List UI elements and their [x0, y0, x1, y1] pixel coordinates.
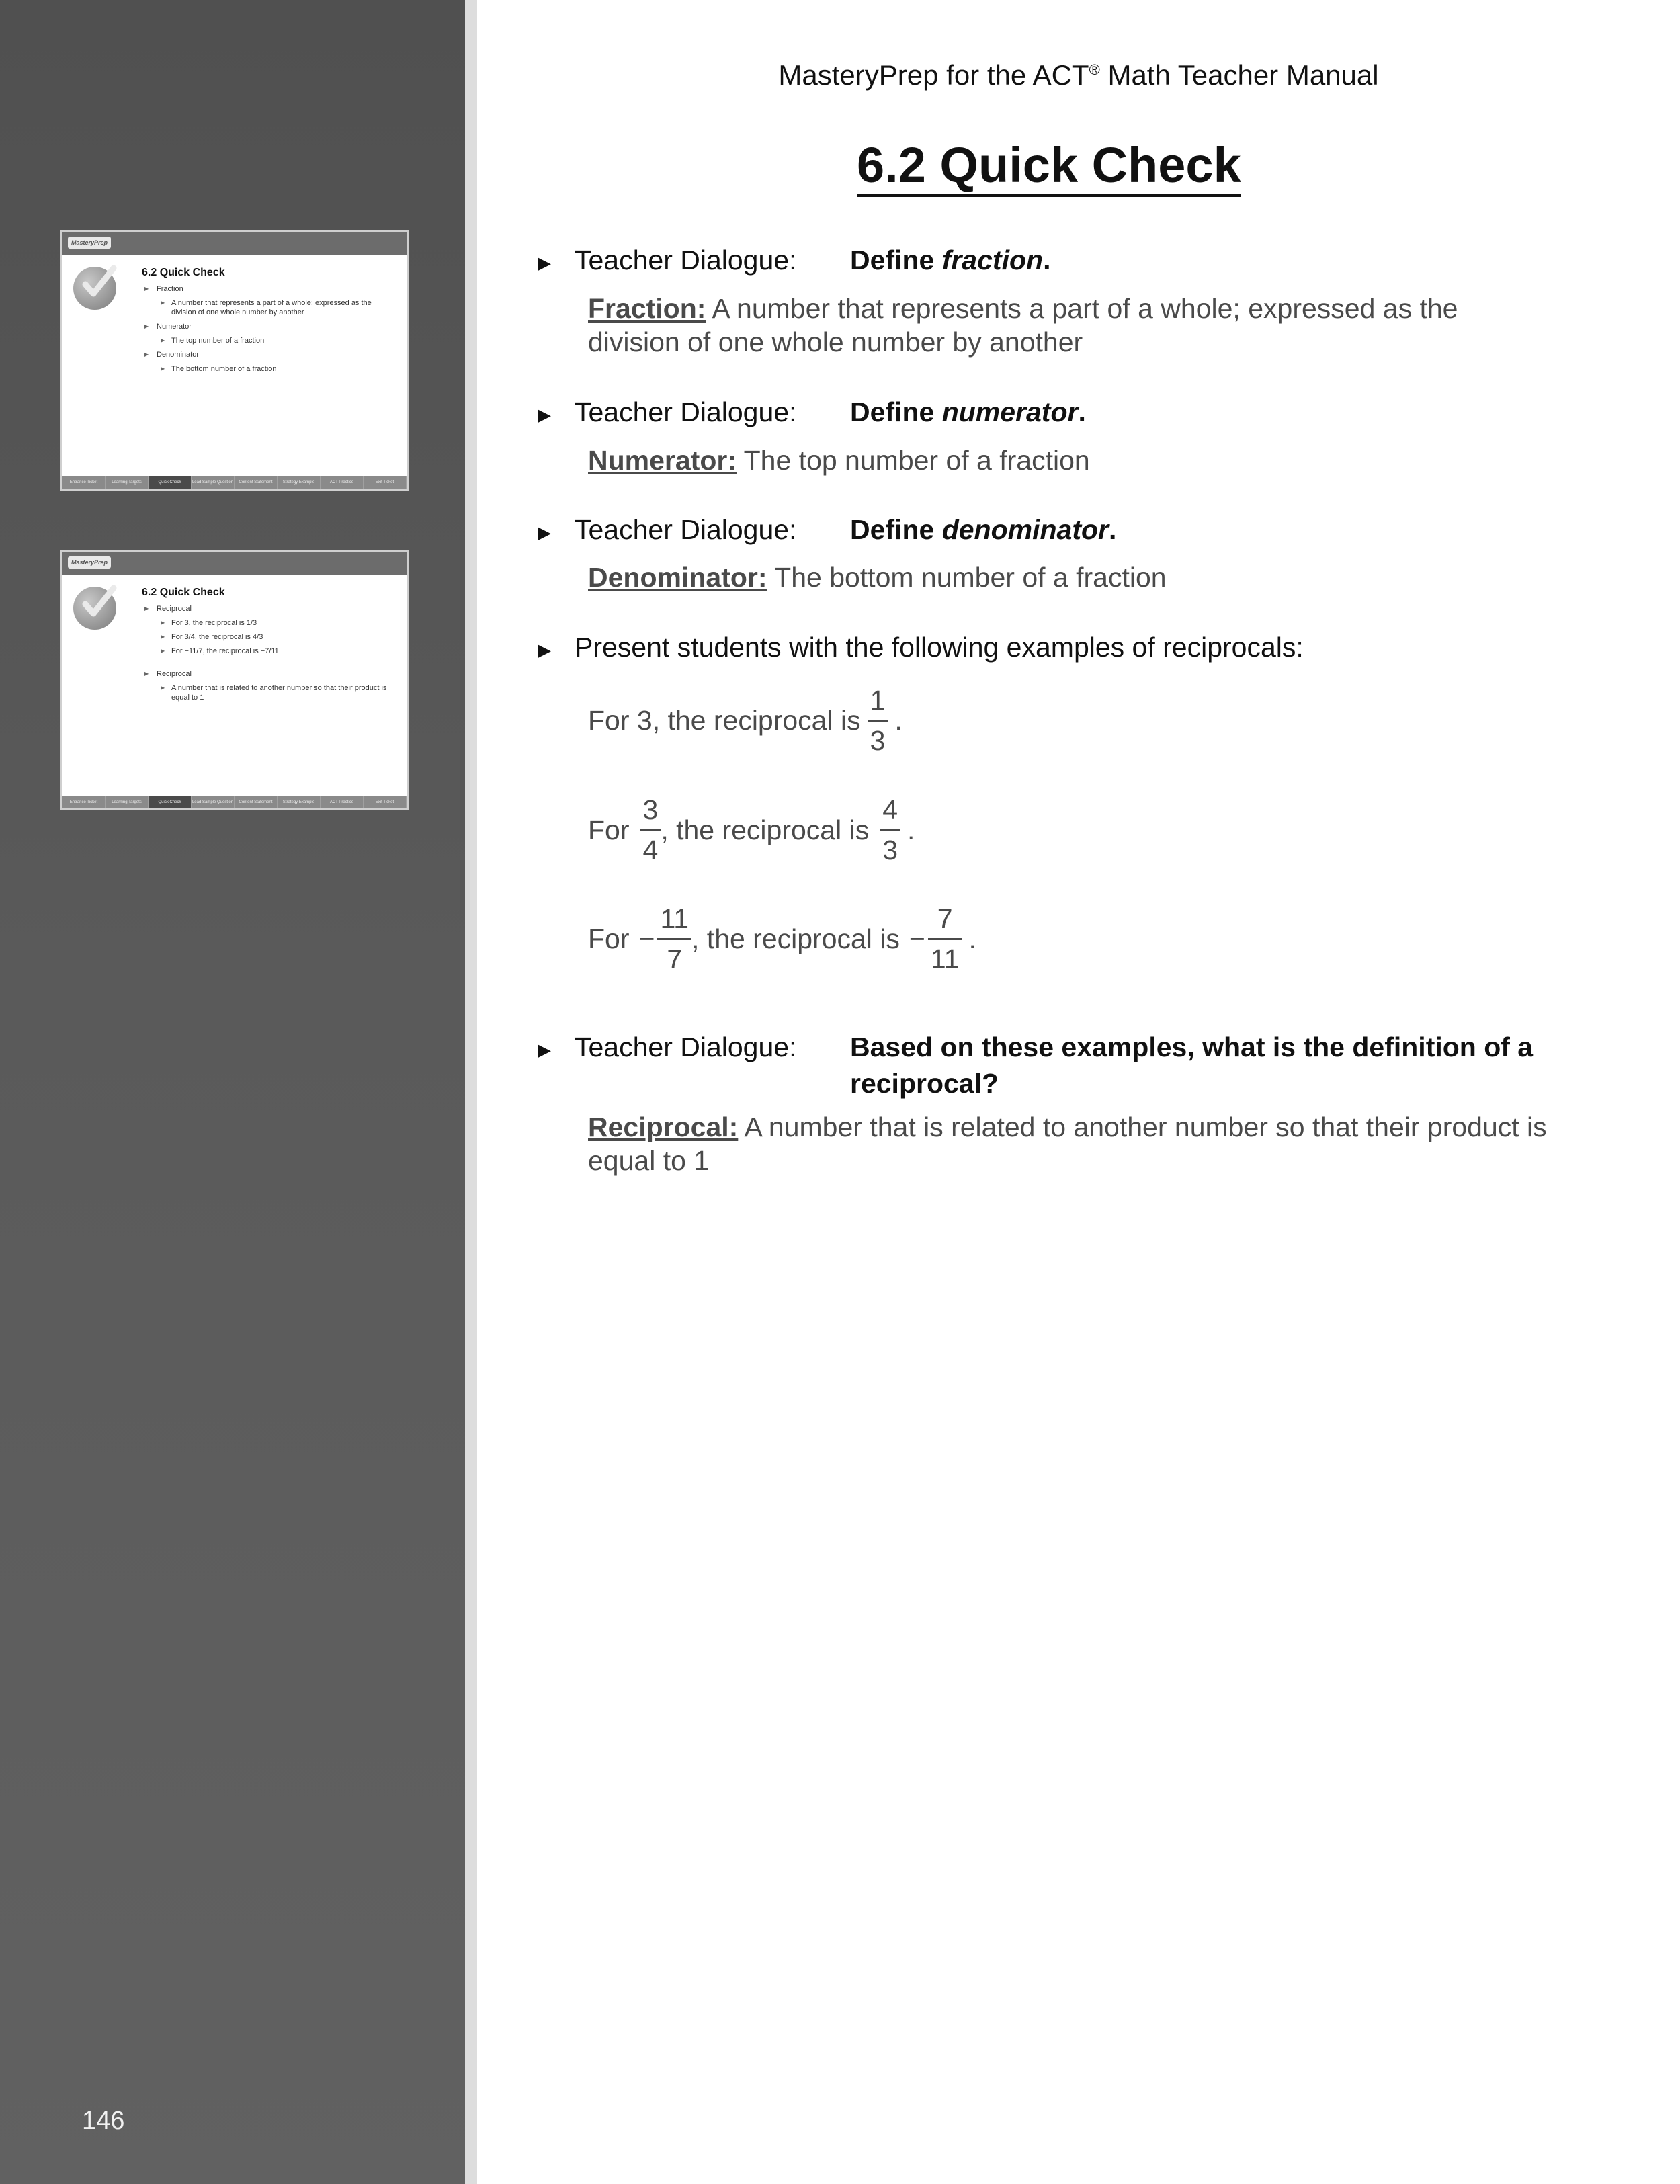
teacher-dialogue-label: Teacher Dialogue: — [575, 1032, 797, 1062]
example-prefix: For 3, the reciprocal is — [588, 704, 861, 736]
prompt-end: . — [1078, 396, 1086, 427]
definition-numerator — [588, 444, 1549, 477]
definition-term: Numerator: — [588, 445, 737, 476]
slide-nav-bar — [62, 796, 407, 808]
slide-logo: MasteryPrep — [68, 237, 111, 249]
prompt-term: numerator — [941, 396, 1079, 427]
teacher-dialogue-label: Teacher Dialogue: — [575, 245, 797, 276]
bullet-arrow-icon: ▶ — [538, 640, 551, 660]
slide-subbullet: ▶ For −11/7, the reciprocal is −7/11 — [142, 646, 390, 656]
teacher-dialogue-label: Teacher Dialogue: — [575, 396, 797, 427]
slide-title: 6.2 Quick Check — [142, 267, 225, 278]
slide-bullet: ▶ Numerator — [142, 322, 390, 331]
prompt-text: Define — [850, 245, 942, 276]
definition-reciprocal — [588, 1110, 1549, 1177]
fraction-bar — [657, 938, 691, 940]
slide-thumbnail-2 — [60, 550, 409, 810]
fraction-denominator: 11 — [930, 943, 960, 974]
slide-subbullet: ▶ The bottom number of a fraction — [142, 364, 390, 374]
teacher-dialogue-prompt — [850, 394, 1522, 430]
slide-subbullet: ▶ For 3/4, the reciprocal is 4/3 — [142, 632, 390, 642]
fraction-numerator: 4 — [882, 794, 898, 825]
slide-bullets — [142, 604, 390, 707]
slide-tab: Learning Targets — [106, 796, 149, 808]
minus-sign: − — [909, 923, 925, 954]
slide-tab: Lead Sample Question — [192, 796, 235, 808]
slide-logo: MasteryPrep — [68, 556, 111, 569]
minus-sign: − — [638, 923, 655, 954]
prompt-text: Define — [850, 514, 942, 545]
slide-header-bar — [62, 232, 407, 255]
header-text: MasteryPrep for the ACT — [778, 59, 1089, 91]
definition-term: Reciprocal: — [588, 1111, 739, 1142]
teacher-dialogue-prompt: Based on these examples, what is the definition of a reciprocal? — [850, 1032, 1534, 1099]
fraction-numerator: 7 — [937, 902, 953, 934]
fraction-numerator: 3 — [642, 794, 659, 825]
fraction-bar — [640, 829, 661, 831]
fraction-bar — [880, 829, 900, 831]
example-end: . — [894, 704, 902, 736]
header-text-end: Math Teacher Manual — [1099, 59, 1379, 91]
slide-tab: Strategy Example — [278, 796, 321, 808]
slide-tab: Learning Targets — [106, 476, 149, 489]
sidebar-divider — [465, 0, 477, 2184]
slide-tab: Entrance Ticket — [62, 476, 106, 489]
fraction-bar — [928, 938, 962, 940]
definition-text: A number that represents a part of a whole; expressed as the division of one whole number by another — [588, 293, 1458, 358]
fraction-numerator: 11 — [660, 902, 689, 934]
slide-tab: ACT Practice — [321, 476, 364, 489]
slide-subbullet: ▶ The top number of a fraction — [142, 336, 390, 345]
teacher-dialogue-prompt — [850, 511, 1522, 548]
slide-title: 6.2 Quick Check — [142, 587, 225, 598]
slide-tab: Lead Sample Question — [192, 476, 235, 489]
slide-subbullet: ▶ A number that represents a part of a whole; expressed as the division of one whole number by another — [142, 298, 390, 317]
slide-tab: Exit Ticket — [364, 476, 407, 489]
fraction-reciprocal — [880, 796, 900, 864]
fraction-denominator: 7 — [667, 943, 683, 974]
definition-text: A number that is related to another number so that their product is equal to 1 — [588, 1111, 1547, 1176]
reciprocal-example-2 — [588, 790, 915, 870]
slide-bullet: ▶ Fraction — [142, 284, 390, 294]
prompt-term: denominator — [941, 514, 1109, 545]
slide-tab: Content Statement — [235, 476, 278, 489]
slide-bullet: ▶ Denominator — [142, 350, 390, 360]
checkmark-icon — [73, 267, 116, 310]
slide-tab-active: Quick Check — [149, 796, 192, 808]
bullet-arrow-icon: ▶ — [538, 253, 551, 273]
fraction-numerator: 1 — [870, 684, 886, 716]
slide-tab: Strategy Example — [278, 476, 321, 489]
slide-bullet: ▶ Reciprocal — [142, 604, 390, 614]
definition-fraction — [588, 292, 1549, 359]
fraction-bar — [868, 720, 888, 722]
teacher-dialogue-prompt — [850, 242, 1522, 278]
bullet-arrow-icon: ▶ — [538, 522, 551, 542]
definition-denominator — [588, 560, 1549, 594]
slide-tab: ACT Practice — [321, 796, 364, 808]
slide-thumbnail-1 — [60, 230, 409, 491]
definition-text: The top number of a fraction — [736, 445, 1090, 476]
slide-subbullet: ▶ For 3, the reciprocal is 1/3 — [142, 618, 390, 628]
slide-tab: Entrance Ticket — [62, 796, 106, 808]
prompt-term: fraction — [941, 245, 1044, 276]
slide-subbullet: ▶ A number that is related to another number so that their product is equal to 1 — [142, 683, 390, 702]
example-middle: , the reciprocal is — [691, 923, 900, 954]
prompt-end: . — [1043, 245, 1051, 276]
slide-tab: Content Statement — [235, 796, 278, 808]
example-prefix: For — [588, 814, 630, 845]
slide-tab: Exit Ticket — [364, 796, 407, 808]
reciprocal-example-3 — [588, 898, 976, 979]
fraction-reciprocal — [868, 684, 888, 756]
slide-bullet: ▶ Reciprocal — [142, 669, 390, 679]
fraction-original — [640, 796, 661, 864]
running-header — [477, 59, 1680, 91]
definition-text: The bottom number of a fraction — [767, 562, 1167, 593]
page-number: 146 — [82, 2107, 125, 2135]
definition-term: Fraction: — [588, 293, 706, 324]
slide-bullets — [142, 284, 390, 378]
example-middle: , the reciprocal is — [661, 814, 870, 845]
bullet-arrow-icon: ▶ — [538, 1040, 551, 1060]
fraction-original — [657, 902, 691, 974]
reciprocal-example-1 — [588, 680, 902, 761]
example-end: . — [968, 923, 976, 954]
definition-term: Denominator: — [588, 562, 767, 593]
slide-nav-bar — [62, 476, 407, 489]
bullet-arrow-icon: ▶ — [538, 405, 551, 425]
prompt-text: Define — [850, 396, 942, 427]
teacher-dialogue-label: Teacher Dialogue: — [575, 514, 797, 545]
fraction-denominator: 3 — [882, 834, 898, 866]
fraction-denominator: 3 — [870, 724, 886, 756]
fraction-reciprocal — [928, 902, 962, 974]
prompt-end: . — [1109, 514, 1117, 545]
page-title: 6.2 Quick Check — [857, 138, 1241, 197]
registered-mark: ® — [1089, 61, 1100, 78]
slide-header-bar — [62, 552, 407, 575]
example-prefix: For — [588, 923, 630, 954]
example-end: . — [907, 814, 915, 845]
slide-tab-active: Quick Check — [149, 476, 192, 489]
fraction-denominator: 4 — [642, 834, 659, 866]
instruction-text: Present students with the following examples of reciprocals: — [575, 632, 1304, 663]
checkmark-icon — [73, 587, 116, 630]
